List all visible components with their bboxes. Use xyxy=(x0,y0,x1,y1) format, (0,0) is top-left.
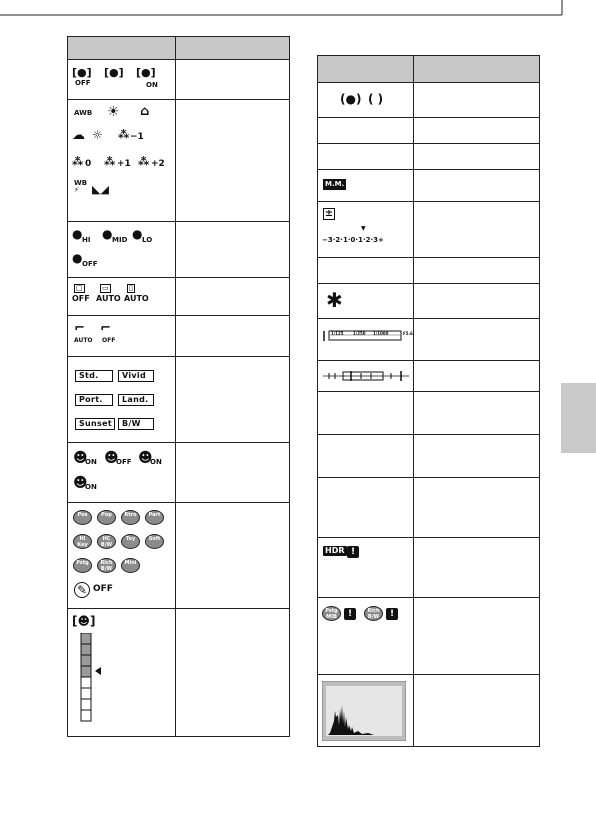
dro-mid-label: MID xyxy=(112,236,128,244)
fluorescent-plus1-label: +1 xyxy=(117,159,131,169)
crop-icon: ⌐ xyxy=(74,321,85,336)
table-row xyxy=(318,319,540,361)
creative-style-landscape-icon: Land. xyxy=(118,394,154,406)
creative-style-sunset-icon: Sunset xyxy=(75,418,115,430)
header-cell xyxy=(414,56,540,83)
icon-cell xyxy=(318,118,414,144)
incandescent-icon: ☼ xyxy=(92,128,103,142)
picture-effect-retro-icon: Rtro xyxy=(121,510,140,525)
description-cell xyxy=(176,316,290,357)
fluorescent-plus2-label: +2 xyxy=(151,159,165,169)
table-row xyxy=(68,503,290,609)
dro-icon: ● xyxy=(72,227,83,241)
table-row xyxy=(318,118,540,144)
fluorescent-minus1-label: −1 xyxy=(130,132,144,142)
chromatic-comp-icon: ▭ xyxy=(102,284,109,292)
shutter-value-label: 1/250 xyxy=(353,331,366,336)
icon-cell xyxy=(68,278,176,316)
fluorescent-icon: ⁂ xyxy=(104,155,116,168)
icon-cell xyxy=(318,170,414,202)
right-icon-table xyxy=(317,55,540,747)
icon-cell xyxy=(318,319,414,361)
table-row xyxy=(68,222,290,278)
face-frame-icon: [●] xyxy=(72,66,92,79)
warning-icon: ! xyxy=(347,546,359,558)
picture-effect-pop-icon: Pop xyxy=(97,510,116,525)
header-cell xyxy=(176,37,290,60)
picture-effect-posterization-icon: Pos xyxy=(73,510,92,525)
icon-cell xyxy=(68,316,176,357)
dro-hi-label: HI xyxy=(82,236,91,244)
picture-effect-miniature-icon: Mini xyxy=(121,558,140,573)
icon-cell xyxy=(318,284,414,319)
shading-comp-icon: □ xyxy=(76,284,83,292)
icon-cell xyxy=(318,478,414,538)
table-header-row xyxy=(68,37,290,60)
exposure-scale-label: 3+ xyxy=(373,236,384,244)
flash-wb-icon: WB ⚡ xyxy=(74,179,88,194)
icon-cell xyxy=(318,392,414,435)
icon-cell xyxy=(68,357,176,443)
level-gauge xyxy=(321,369,411,383)
icon-cell xyxy=(68,609,176,737)
exposure-scale-label: 0 xyxy=(350,236,356,244)
exposure-scale: −3·2·1·0·1·2·3+ xyxy=(322,236,384,244)
table-row xyxy=(318,284,540,319)
description-cell xyxy=(414,361,540,392)
fluorescent-icon: ⁂ xyxy=(118,128,130,141)
icon-cell xyxy=(318,83,414,118)
creative-style-vivid-icon: Vivid xyxy=(118,370,154,382)
crop-icon: ⌐ xyxy=(100,321,111,336)
fluorescent-icon: ⁂ xyxy=(138,155,150,168)
awb-icon: AWB xyxy=(74,109,93,117)
description-cell xyxy=(176,609,290,737)
description-cell xyxy=(414,675,540,747)
smile-icon: ☻ xyxy=(73,450,88,466)
icon-cell xyxy=(318,361,414,392)
table-row xyxy=(68,316,290,357)
section-tab-marker xyxy=(561,383,596,453)
creative-style-bw-icon: B/W xyxy=(118,418,154,430)
description-cell xyxy=(176,222,290,278)
icon-cell xyxy=(318,258,414,284)
face-registered-icon: [●] xyxy=(104,66,124,79)
histogram-icon xyxy=(322,681,406,741)
icon-cell xyxy=(318,144,414,170)
icon-cell xyxy=(318,202,414,258)
picture-effect-rich-bw-icon: Rich B/W xyxy=(97,558,116,573)
smile-sensitivity-indicator xyxy=(79,633,103,723)
fluorescent-icon: ⁂ xyxy=(72,155,84,168)
shutter-value-label: 1/1000 xyxy=(373,331,389,336)
table-row xyxy=(318,392,540,435)
icon-cell xyxy=(68,222,176,278)
icon-cell xyxy=(68,60,176,100)
table-row xyxy=(318,361,540,392)
exposure-scale-label: −3 xyxy=(322,236,333,244)
description-cell xyxy=(176,100,290,222)
shutter-value-label: 1/125 xyxy=(331,331,344,336)
picture-effect-painting-icon: Pstg xyxy=(73,558,92,573)
fluorescent-0-label: 0 xyxy=(85,159,92,169)
aperture-value-label: F5.6 xyxy=(403,331,413,336)
description-cell xyxy=(414,538,540,598)
description-cell xyxy=(414,144,540,170)
exposure-scale-label: 1 xyxy=(358,236,363,244)
custom-wb-icon: ◣◢ xyxy=(92,183,109,196)
table-row xyxy=(318,258,540,284)
table-row xyxy=(318,598,540,675)
icon-cell xyxy=(318,598,414,675)
exposure-scale-label: 1 xyxy=(342,236,348,244)
description-cell xyxy=(414,118,540,144)
left-icon-table xyxy=(67,36,290,737)
auto-framing-auto-label: AUTO xyxy=(74,337,93,344)
table-row xyxy=(68,278,290,316)
table-row xyxy=(318,144,540,170)
dro-icon: ● xyxy=(72,251,83,265)
table-row xyxy=(68,100,290,222)
smile-icon: ☻ xyxy=(73,475,88,491)
sun-icon: ☀ xyxy=(107,104,120,120)
picture-effect-off-label: OFF xyxy=(93,584,113,594)
header-cell xyxy=(318,56,414,83)
description-cell xyxy=(176,443,290,503)
exposure-scale-label: 2 xyxy=(335,236,341,244)
smile-frame-icon: [☻] xyxy=(72,614,96,628)
picture-effect-toy-camera-icon: Toy xyxy=(121,534,140,549)
icon-cell xyxy=(68,100,176,222)
description-cell xyxy=(414,170,540,202)
auto-framing-off-label: OFF xyxy=(102,337,116,344)
description-cell xyxy=(176,60,290,100)
header-cell xyxy=(68,37,176,60)
face-frame-off-label: OFF xyxy=(75,79,91,87)
ae-lock-icon: ✱ xyxy=(326,288,343,312)
table-row xyxy=(68,357,290,443)
smile-on-label: ON xyxy=(150,458,162,466)
picture-effect-hc-bw-icon: HC B/W xyxy=(97,534,116,549)
distortion-comp-auto-label: AUTO xyxy=(124,294,149,303)
smile-off-label: OFF xyxy=(116,458,132,466)
table-row xyxy=(68,609,290,737)
smile-icon: ☻ xyxy=(104,450,119,466)
description-cell xyxy=(414,284,540,319)
picture-effect-soft-icon: Soft xyxy=(145,534,164,549)
face-frame-icon: [●] xyxy=(136,66,156,79)
icon-cell xyxy=(318,538,414,598)
smile-on-label: ON xyxy=(85,458,97,466)
hdr-icon: HDR xyxy=(325,546,345,555)
face-frame-on-label: ON xyxy=(146,81,158,89)
dro-lo-label: LO xyxy=(142,236,153,244)
warning-icon: ! xyxy=(344,608,356,620)
distortion-comp-icon: ▯ xyxy=(129,284,133,292)
table-row xyxy=(68,60,290,100)
steadyshot-off-icon: ( ) xyxy=(368,92,384,106)
icon-cell xyxy=(68,443,176,503)
shade-icon: ⌂ xyxy=(140,104,150,119)
chromatic-comp-auto-label: AUTO xyxy=(96,294,121,303)
icon-cell xyxy=(68,503,176,609)
exposure-comp-icon: ± xyxy=(324,208,334,219)
brush-off-icon: ✎ xyxy=(74,582,90,598)
dro-off-label: OFF xyxy=(82,260,98,268)
smile-on-label: ON xyxy=(85,483,97,491)
warning-icon: ! xyxy=(386,608,398,620)
creative-style-portrait-icon: Port. xyxy=(75,394,113,406)
smile-icon: ☻ xyxy=(138,450,153,466)
icon-cell xyxy=(318,675,414,747)
description-cell xyxy=(414,83,540,118)
picture-effect-painting-icon: Pstg MIB xyxy=(322,606,341,621)
exposure-pointer-icon: ▼ xyxy=(361,225,366,232)
table-row xyxy=(318,202,540,258)
creative-style-std-icon: Std. xyxy=(75,370,113,382)
description-cell xyxy=(414,598,540,675)
picture-effect-rich-bw-icon: Rich B/W xyxy=(364,606,383,621)
table-row xyxy=(318,538,540,598)
metered-manual-icon: M.M. xyxy=(325,180,345,188)
dro-icon: ● xyxy=(132,227,143,241)
table-row xyxy=(318,478,540,538)
description-cell xyxy=(176,278,290,316)
steadyshot-on-icon: (●) xyxy=(340,92,362,106)
table-row xyxy=(318,170,540,202)
picture-effect-hi-key-icon: Hi Key xyxy=(73,534,92,549)
icon-cell xyxy=(318,435,414,478)
description-cell xyxy=(176,357,290,443)
description-cell xyxy=(414,392,540,435)
table-row xyxy=(318,675,540,747)
description-cell xyxy=(414,202,540,258)
table-row xyxy=(68,443,290,503)
table-row xyxy=(318,435,540,478)
description-cell xyxy=(176,503,290,609)
table-row xyxy=(318,83,540,118)
description-cell xyxy=(414,435,540,478)
dro-icon: ● xyxy=(102,227,113,241)
exposure-scale-label: 2 xyxy=(365,236,371,244)
cloudy-icon: ☁ xyxy=(72,128,85,143)
table-header-row xyxy=(318,56,540,83)
picture-effect-partial-color-icon: Part xyxy=(145,510,164,525)
description-cell xyxy=(414,258,540,284)
shading-comp-off-label: OFF xyxy=(72,294,90,303)
description-cell xyxy=(414,319,540,361)
description-cell xyxy=(414,478,540,538)
